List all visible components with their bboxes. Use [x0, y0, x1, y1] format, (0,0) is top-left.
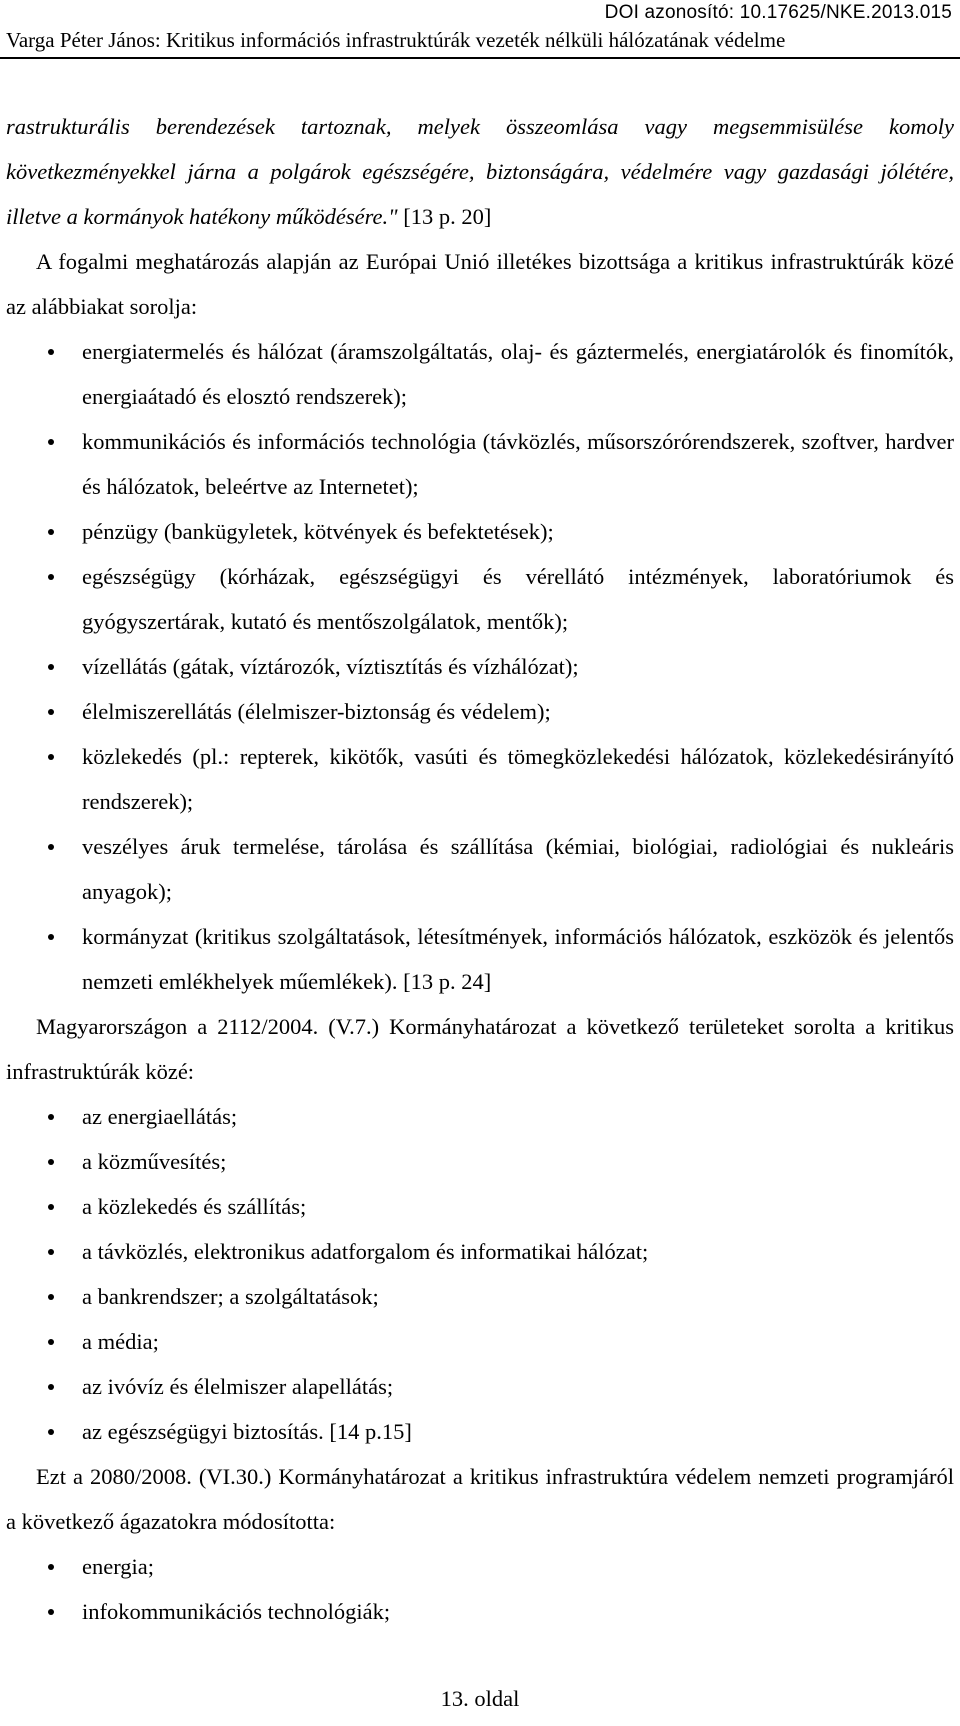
page-header: [0, 0, 960, 62]
list-item: pénzügy (bankügyletek, kötvények és befektetések);: [6, 509, 954, 554]
list-item: kormányzat (kritikus szolgáltatások, létesítmények, információs hálózatok, eszközök és jelentős nemzeti emlékhelyek műemlékek). [13 p. 24]: [6, 914, 954, 1004]
list-item: infokommunikációs technológiák;: [6, 1589, 954, 1634]
list-item: vízellátás (gátak, víztározók, víztisztítás és vízhálózat);: [6, 644, 954, 689]
quote-text: rastrukturális berendezések tartoznak, melyek összeomlása vagy megsemmisülése komoly következményekkel járna a polgárok egészségére, biztonságára, védelmére vagy gazdasági jólétére, illetve a kormányok hatékony működésére.": [6, 114, 954, 229]
list-item: az energiaellátás;: [6, 1094, 954, 1139]
list-item: a közművesítés;: [6, 1139, 954, 1184]
list-item: energia;: [6, 1544, 954, 1589]
eu-definition-paragraph: A fogalmi meghatározás alapján az Európai Unió illetékes bizottsága a kritikus infrastruktúrák közé az alábbiakat sorolja:: [6, 249, 954, 319]
eu-sector-list: [6, 329, 954, 1004]
list-item: egészségügy (kórházak, egészségügyi és vérellátó intézmények, laboratóriumok és gyógyszertárak, kutató és mentőszolgálatok, mentők);: [6, 554, 954, 644]
list-item: az egészségügyi biztosítás. [14 p.15]: [6, 1409, 954, 1454]
list-item: a távközlés, elektronikus adatforgalom és informatikai hálózat;: [6, 1229, 954, 1274]
list-item: kommunikációs és információs technológia (távközlés, műsorszórórendszerek, szoftver, hardver és hálózatok, beleértve az Internetet);: [6, 419, 954, 509]
header-rule: [0, 57, 960, 59]
hungary-2008-paragraph: Ezt a 2080/2008. (VI.30.) Kormányhatározat a kritikus infrastruktúra védelem nemzeti programjáról a következő ágazatokra módosította:: [6, 1464, 954, 1534]
quote-reference: [13 p. 20]: [397, 204, 492, 229]
hungary-2004-paragraph: Magyarországon a 2112/2004. (V.7.) Kormányhatározat a következő területeket sorolta a kritikus infrastruktúrák közé:: [6, 1014, 954, 1084]
doi-label: DOI azonosító: 10.17625/NKE.2013.015: [604, 2, 952, 23]
list-item: veszélyes áruk termelése, tárolása és szállítása (kémiai, biológiai, radiológiai és nukleáris anyagok);: [6, 824, 954, 914]
list-item: az ivóvíz és élelmiszer alapellátás;: [6, 1364, 954, 1409]
list-item: energiatermelés és hálózat (áramszolgáltatás, olaj- és gáztermelés, energiatárolók és finomítók, energiaátadó és elosztó rendszerek);: [6, 329, 954, 419]
list-item: a média;: [6, 1319, 954, 1364]
list-item: közlekedés (pl.: repterek, kikötők, vasúti és tömegközlekedési hálózatok, közlekedésirányító rendszerek);: [6, 734, 954, 824]
hungary-2004-list: [6, 1094, 954, 1454]
running-title: Varga Péter János: Kritikus információs infrastruktúrák vezeték nélküli hálózatának védelme: [6, 28, 786, 52]
hungary-2008-list: [6, 1544, 954, 1634]
list-item: élelmiszerellátás (élelmiszer-biztonság és védelem);: [6, 689, 954, 734]
list-item: a bankrendszer; a szolgáltatások;: [6, 1274, 954, 1319]
document-body: [6, 104, 954, 1634]
quote-paragraph: [6, 104, 954, 239]
list-item: a közlekedés és szállítás;: [6, 1184, 954, 1229]
page-number: 13. oldal: [440, 1686, 520, 1711]
